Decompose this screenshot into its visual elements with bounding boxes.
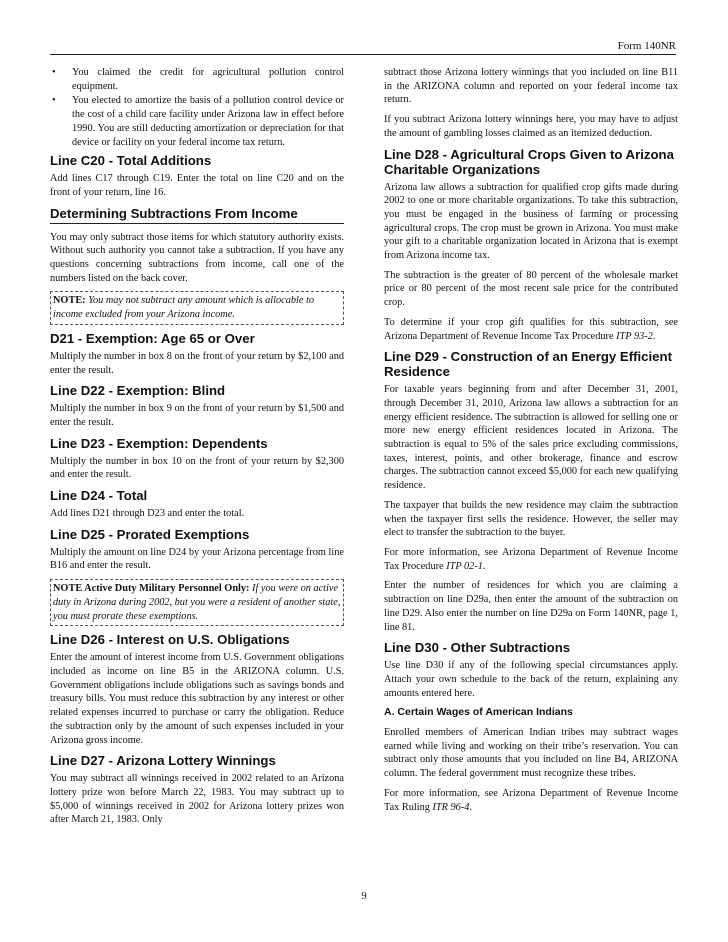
bullet-icon: •: [52, 67, 56, 78]
paragraph-d22: Multiply the number in box 9 on the front of your return by $1,500 and enter the result.: [50, 403, 344, 428]
note-label: NOTE Active Duty Military Personnel Only:: [53, 583, 250, 595]
heading-d28: Line D28 - Agricultural Crops Given to Arizona Charitable Organizations: [384, 146, 674, 177]
note-text: You may not subtract any amount which is allocable to income excluded from your Arizona income.: [53, 295, 315, 321]
bullet-item: • You claimed the credit for agricultural pollution control equipment.: [52, 67, 344, 92]
paragraph-d26: Enter the amount of interest income from U.S. Government obligations included as income on line B5 in the ARIZONA column. U.S. Government obligations include obligations such as savings bonds and treasury bills. You must reduce this subtraction by any interest or other related expenses incurred to purchase or carry the obligation. Reduce the subtraction only by the amount of such expenses included in your Arizona gross income.: [50, 652, 344, 746]
heading-d22: Line D22 - Exemption: Blind: [50, 383, 226, 399]
paragraph-tax-ruling: For more information, see Arizona Department of Revenue Income Tax Ruling ITR 96-4.: [384, 787, 678, 813]
heading-d29: Line D29 - Construction of an Energy Efficient Residence: [384, 349, 672, 380]
heading-d25: Line D25 - Prorated Exemptions: [50, 526, 250, 542]
paragraph-lottery-continued: subtract those Arizona lottery winnings that you included on line B11 in the ARIZONA column and reported on your federal income tax return.: [384, 67, 678, 106]
paragraph-gambling-losses: If you subtract Arizona lottery winnings here, you may have to adjust the amount of gambling losses claimed as an itemized deduction.: [384, 114, 678, 139]
paragraph-d28-amount: The subtraction is the greater of 80 percent of the wholesale market price or 80 percent of the most recent sale price for the contributed crop.: [384, 269, 678, 309]
form-header: [50, 40, 676, 55]
bullet-item: • You elected to amortize the basis of a pollution control device or the cost of a child care facility under Arizona law in effect before 1990. You are still deducting amortization or depreciation for that device or facility on your federal income tax return.: [52, 95, 344, 148]
note-box-military: [50, 579, 344, 626]
paragraph-d28-procedure: To determine if your crop gift qualifies for this subtraction, see Arizona Department of Revenue Income Tax Procedure ITP 93-2.: [384, 316, 678, 342]
paragraph-d30: Use line D30 if any of the following special circumstances apply. Attach your own schedule to the back of the return, explaining any amounts entered here.: [384, 660, 678, 699]
heading-d24: Line D24 - Total: [50, 488, 148, 504]
paragraph-d21: Multiply the number in box 8 on the front of your return by $2,100 and enter the result.: [50, 350, 344, 376]
procedure-reference: ITP 02-1: [446, 560, 483, 572]
page-number: 9: [361, 890, 367, 902]
heading-d26: Line D26 - Interest on U.S. Obligations: [50, 632, 290, 648]
note-label: NOTE:: [53, 295, 86, 307]
heading-d21: D21 - Exemption: Age 65 or Over: [50, 330, 255, 346]
paragraph-d29-law: For taxable years beginning from and after December 31, 2001, through December 31, 2010, Arizona law allows a subtraction for an energy efficient residence. The subtraction is allowed for selling one or more new energy efficient residences located in Arizona. The subtraction is equal to 5% of the sales price excluding commissions, taxes, interest, points, and other brokerage, finance and escrow charges. The subtraction cannot exceed $5,000 for each new qualifying residence.: [384, 384, 678, 492]
right-column: [384, 66, 678, 820]
paragraph-american-indians: Enrolled members of American Indian tribes may subtract wages earned while living and working on their tribe’s reservation. You can subtract only those amounts that you included on line B4, ARIZONA column. The federal government must recognize these tribes.: [384, 727, 678, 780]
paragraph-d27: You may subtract all winnings received in 2002 related to an Arizona lottery prize won before March 22, 1983. You may subtract up to $5,000 of winnings received in 2002 for Arizona lottery prizes won after March 21, 1983. Only: [50, 773, 344, 826]
bullet-list: [50, 66, 344, 149]
form-number: Form 140NR: [617, 40, 676, 52]
subheading-american-indians: A. Certain Wages of American Indians: [384, 706, 573, 719]
left-column: [50, 66, 344, 833]
heading-d23: Line D23 - Exemption: Dependents: [50, 435, 268, 451]
heading-d27: Line D27 - Arizona Lottery Winnings: [50, 753, 276, 769]
ruling-reference: ITR 96-4: [432, 801, 470, 813]
heading-subtractions: Determining Subtractions From Income: [50, 206, 344, 224]
paragraph-d23: Multiply the number in box 10 on the front of your return by $2,300 and enter the result.: [50, 455, 344, 481]
paragraph-c20: Add lines C17 through C19. Enter the total on line C20 and on the front of your return, line 16.: [50, 173, 344, 198]
paragraph-d24: Add lines D21 through D23 and enter the total.: [50, 508, 245, 520]
bullet-icon: •: [52, 95, 56, 107]
paragraph-d29-enter: Enter the number of residences for which you are claiming a subtraction on line D29a, then enter the amount of the subtraction on line D29. Also enter the number on line D29a on Form 140NR, page 1, line 81.: [384, 580, 678, 633]
heading-c20: Line C20 - Total Additions: [50, 153, 212, 169]
paragraph-d29-builder: The taxpayer that builds the new residence may claim the subtraction when the taxpayer first sells the residence. However, the seller may elect to transfer the subtraction to the buyer.: [384, 499, 678, 539]
paragraph-subtractions: You may only subtract those items for which statutory authority exists. Without such authority you cannot take a subtraction. If you have any questions concerning subtractions from income, call one of the numbers listed on the back cover.: [50, 231, 344, 284]
note-box-allocable: [50, 291, 344, 324]
paragraph-d29-procedure: For more information, see Arizona Department of Revenue Income Tax Procedure ITP 02-1.: [384, 546, 678, 572]
heading-d30: Line D30 - Other Subtractions: [384, 640, 571, 656]
note-text: If you were on active duty in Arizona during 2002, but you were a resident of another state, you must prorate these exemptions.: [53, 583, 341, 622]
procedure-reference: ITP 93-2: [616, 330, 653, 342]
paragraph-d25: Multiply the amount on line D24 by your Arizona percentage from line B16 and enter the result.: [50, 546, 344, 572]
paragraph-d28-law: Arizona law allows a subtraction for qualified crop gifts made during 2002 to one or more charitable organizations. To take this subtraction, you must be engaged in the business of farming or processing agricultural crops. The crop must be grown in Arizona. You must make your gift to a charitable organization located in Arizona that is exempt from Arizona income tax.: [384, 181, 678, 262]
